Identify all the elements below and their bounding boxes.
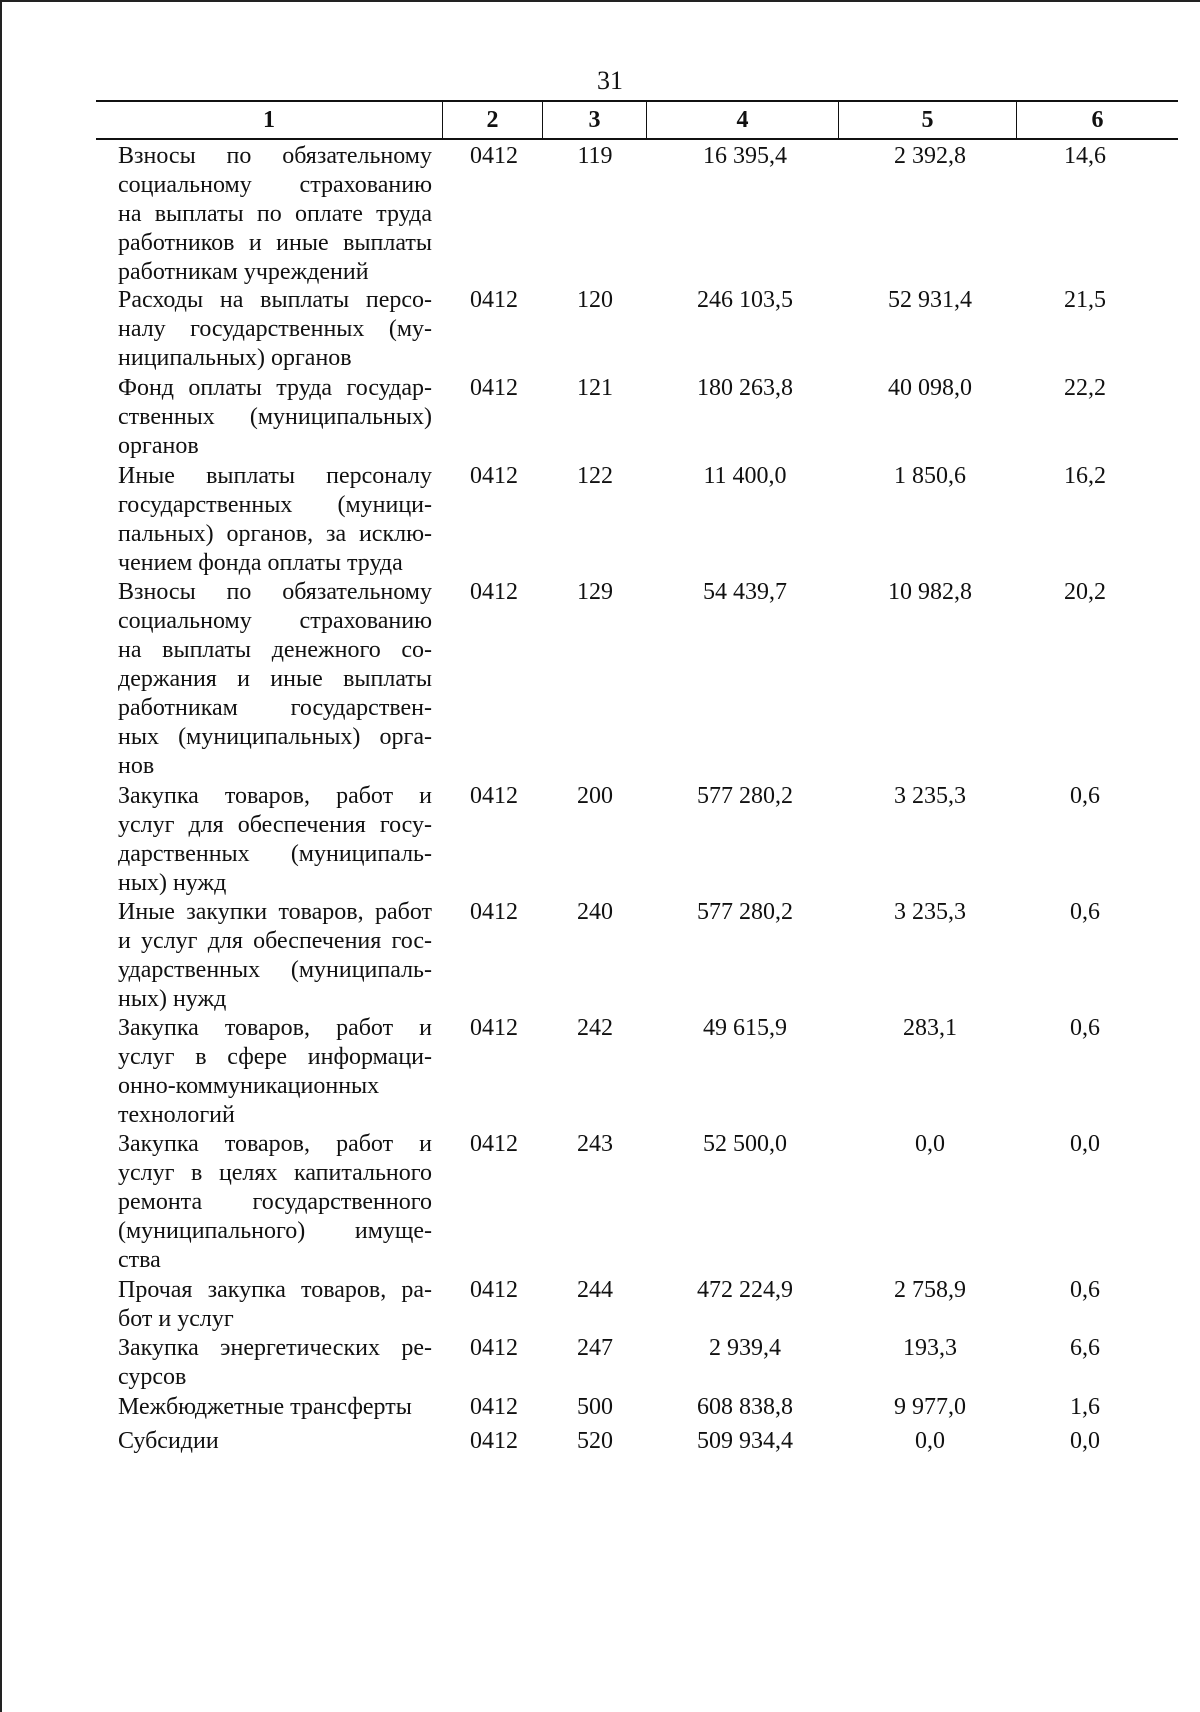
execution-percent-cell: 0,6 <box>1070 783 1100 809</box>
section-code-cell: 0412 <box>470 1131 518 1157</box>
execution-percent-cell: 22,2 <box>1064 375 1106 401</box>
execution-percent-cell: 0,6 <box>1070 899 1100 925</box>
row-description-line: социальному страхованию <box>118 608 432 634</box>
actual-amount-cell: 193,3 <box>903 1335 957 1361</box>
section-code-cell: 0412 <box>470 1015 518 1041</box>
planned-amount-cell: 54 439,7 <box>703 579 787 605</box>
row-description-line: работникам учреждений <box>118 259 369 285</box>
planned-amount-cell: 246 103,5 <box>697 287 793 313</box>
column-header-2: 2 <box>442 102 542 138</box>
row-description-line: Расходы на выплаты персо- <box>118 287 432 313</box>
expense-type-cell: 242 <box>577 1015 613 1041</box>
row-description <box>118 1276 432 1334</box>
row-description-line: ных (муниципальных) орга- <box>118 724 432 750</box>
section-code-cell: 0412 <box>470 1277 518 1303</box>
execution-percent-cell: 0,0 <box>1070 1428 1100 1454</box>
execution-percent-cell: 0,6 <box>1070 1015 1100 1041</box>
section-code-cell: 0412 <box>470 783 518 809</box>
row-description-line: дарственных (муниципаль- <box>118 841 432 867</box>
expense-type-cell: 244 <box>577 1277 613 1303</box>
section-code-cell: 0412 <box>470 1335 518 1361</box>
row-description-line: технологий <box>118 1102 235 1128</box>
expense-type-cell: 122 <box>577 463 613 489</box>
page-number: 31 <box>597 66 623 95</box>
row-description-line: Прочая закупка товаров, ра- <box>118 1277 432 1303</box>
column-header-1: 1 <box>263 107 275 133</box>
row-description-line: пальных) органов, за исклю- <box>118 521 432 547</box>
row-description-line: Закупка товаров, работ и <box>118 1015 432 1041</box>
row-description-line: бот и услуг <box>118 1306 234 1332</box>
row-description-line: Закупка товаров, работ и <box>118 1131 432 1157</box>
planned-amount-cell: 509 934,4 <box>697 1428 793 1454</box>
actual-amount-cell: 52 931,4 <box>888 287 972 313</box>
sheet-edge-top <box>0 0 1200 2</box>
row-description-line: на выплаты денежного со- <box>118 637 432 663</box>
column-header-6: 6 <box>1016 102 1178 138</box>
section-code-cell: 0412 <box>470 143 518 169</box>
expense-type-cell: 200 <box>577 783 613 809</box>
row-description-line: на выплаты по оплате труда <box>118 201 432 227</box>
actual-amount-cell: 3 235,3 <box>894 783 966 809</box>
section-code-cell: 0412 <box>470 579 518 605</box>
planned-amount-cell: 16 395,4 <box>703 143 787 169</box>
actual-amount-cell: 2 392,8 <box>894 143 966 169</box>
row-description-line: услуг в сфере информаци- <box>118 1044 432 1070</box>
row-description-line: ударственных (муниципаль- <box>118 957 432 983</box>
row-description-line: работникам государствен- <box>118 695 432 721</box>
planned-amount-cell: 2 939,4 <box>709 1335 781 1361</box>
row-description-line: ных) нужд <box>118 986 227 1012</box>
row-description <box>118 142 432 287</box>
row-description-line: работников и иные выплаты <box>118 230 432 256</box>
row-description-line: Субсидии <box>118 1428 219 1454</box>
row-description <box>118 1393 432 1422</box>
row-description-line: услуг в целях капитального <box>118 1160 432 1186</box>
actual-amount-cell: 10 982,8 <box>888 579 972 605</box>
row-description-line: онно-коммуникационных <box>118 1073 380 1099</box>
row-description-line: чением фонда оплаты труда <box>118 550 403 576</box>
execution-percent-cell: 16,2 <box>1064 463 1106 489</box>
row-description-line: социальному страхованию <box>118 172 432 198</box>
actual-amount-cell: 40 098,0 <box>888 375 972 401</box>
section-code-cell: 0412 <box>470 1428 518 1454</box>
execution-percent-cell: 14,6 <box>1064 143 1106 169</box>
row-description <box>118 898 432 1014</box>
row-description <box>118 1427 432 1456</box>
row-description-line: налу государственных (му- <box>118 316 432 342</box>
row-description <box>118 286 432 373</box>
row-description-line: и услуг для обеспечения гос- <box>118 928 432 954</box>
row-description-line: Закупка товаров, работ и <box>118 783 432 809</box>
planned-amount-cell: 180 263,8 <box>697 375 793 401</box>
planned-amount-cell: 608 838,8 <box>697 1394 793 1420</box>
row-description <box>118 1334 432 1392</box>
column-header-5: 5 <box>838 102 1016 138</box>
actual-amount-cell: 9 977,0 <box>894 1394 966 1420</box>
execution-percent-cell: 6,6 <box>1070 1335 1100 1361</box>
expense-type-cell: 129 <box>577 579 613 605</box>
row-description-line: ниципальных) органов <box>118 345 352 371</box>
row-description-line: Закупка энергетических ре- <box>118 1335 432 1361</box>
actual-amount-cell: 0,0 <box>915 1428 945 1454</box>
row-description <box>118 374 432 461</box>
row-description-line: ных) нужд <box>118 870 227 896</box>
section-code-cell: 0412 <box>470 463 518 489</box>
sheet-edge-left <box>0 0 2 1712</box>
expense-type-cell: 121 <box>577 375 613 401</box>
row-description-line: (муниципального) имуще- <box>118 1218 432 1244</box>
execution-percent-cell: 0,6 <box>1070 1277 1100 1303</box>
execution-percent-cell: 1,6 <box>1070 1394 1100 1420</box>
row-description-line: Взносы по обязательному <box>118 579 432 605</box>
section-code-cell: 0412 <box>470 899 518 925</box>
expense-type-cell: 120 <box>577 287 613 313</box>
section-code-cell: 0412 <box>470 287 518 313</box>
actual-amount-cell: 3 235,3 <box>894 899 966 925</box>
execution-percent-cell: 0,0 <box>1070 1131 1100 1157</box>
actual-amount-cell: 2 758,9 <box>894 1277 966 1303</box>
planned-amount-cell: 49 615,9 <box>703 1015 787 1041</box>
table-header <box>96 100 1178 140</box>
row-description <box>118 578 432 781</box>
expense-type-cell: 247 <box>577 1335 613 1361</box>
expense-type-cell: 520 <box>577 1428 613 1454</box>
actual-amount-cell: 283,1 <box>903 1015 957 1041</box>
planned-amount-cell: 52 500,0 <box>703 1131 787 1157</box>
planned-amount-cell: 577 280,2 <box>697 783 793 809</box>
row-description-line: ственных (муниципальных) <box>118 404 432 430</box>
execution-percent-cell: 20,2 <box>1064 579 1106 605</box>
expense-type-cell: 500 <box>577 1394 613 1420</box>
actual-amount-cell: 0,0 <box>915 1131 945 1157</box>
row-description-line: нов <box>118 753 155 779</box>
row-description <box>118 1130 432 1275</box>
expense-type-cell: 119 <box>577 143 613 169</box>
row-description-line: держания и иные выплаты <box>118 666 432 692</box>
expense-type-cell: 243 <box>577 1131 613 1157</box>
row-description-line: органов <box>118 433 199 459</box>
row-description-line: Взносы по обязательному <box>118 143 432 169</box>
column-header-3: 3 <box>542 102 646 138</box>
planned-amount-cell: 11 400,0 <box>703 463 787 489</box>
row-description <box>118 782 432 898</box>
row-description-line: ства <box>118 1247 161 1273</box>
row-description-line: ремонта государственного <box>118 1189 432 1215</box>
row-description-line: государственных (муници- <box>118 492 432 518</box>
row-description <box>118 462 432 578</box>
column-header-4: 4 <box>646 102 838 138</box>
row-description-line: услуг для обеспечения госу- <box>118 812 432 838</box>
row-description-line: Иные выплаты персоналу <box>118 463 432 489</box>
section-code-cell: 0412 <box>470 1394 518 1420</box>
row-description-line: Иные закупки товаров, работ <box>118 899 432 925</box>
expense-type-cell: 240 <box>577 899 613 925</box>
execution-percent-cell: 21,5 <box>1064 287 1106 313</box>
planned-amount-cell: 577 280,2 <box>697 899 793 925</box>
row-description-line: Межбюджетные трансферты <box>118 1394 412 1420</box>
row-description <box>118 1014 432 1130</box>
planned-amount-cell: 472 224,9 <box>697 1277 793 1303</box>
row-description-line: Фонд оплаты труда государ- <box>118 375 432 401</box>
row-description-line: сурсов <box>118 1364 187 1390</box>
actual-amount-cell: 1 850,6 <box>894 463 966 489</box>
section-code-cell: 0412 <box>470 375 518 401</box>
